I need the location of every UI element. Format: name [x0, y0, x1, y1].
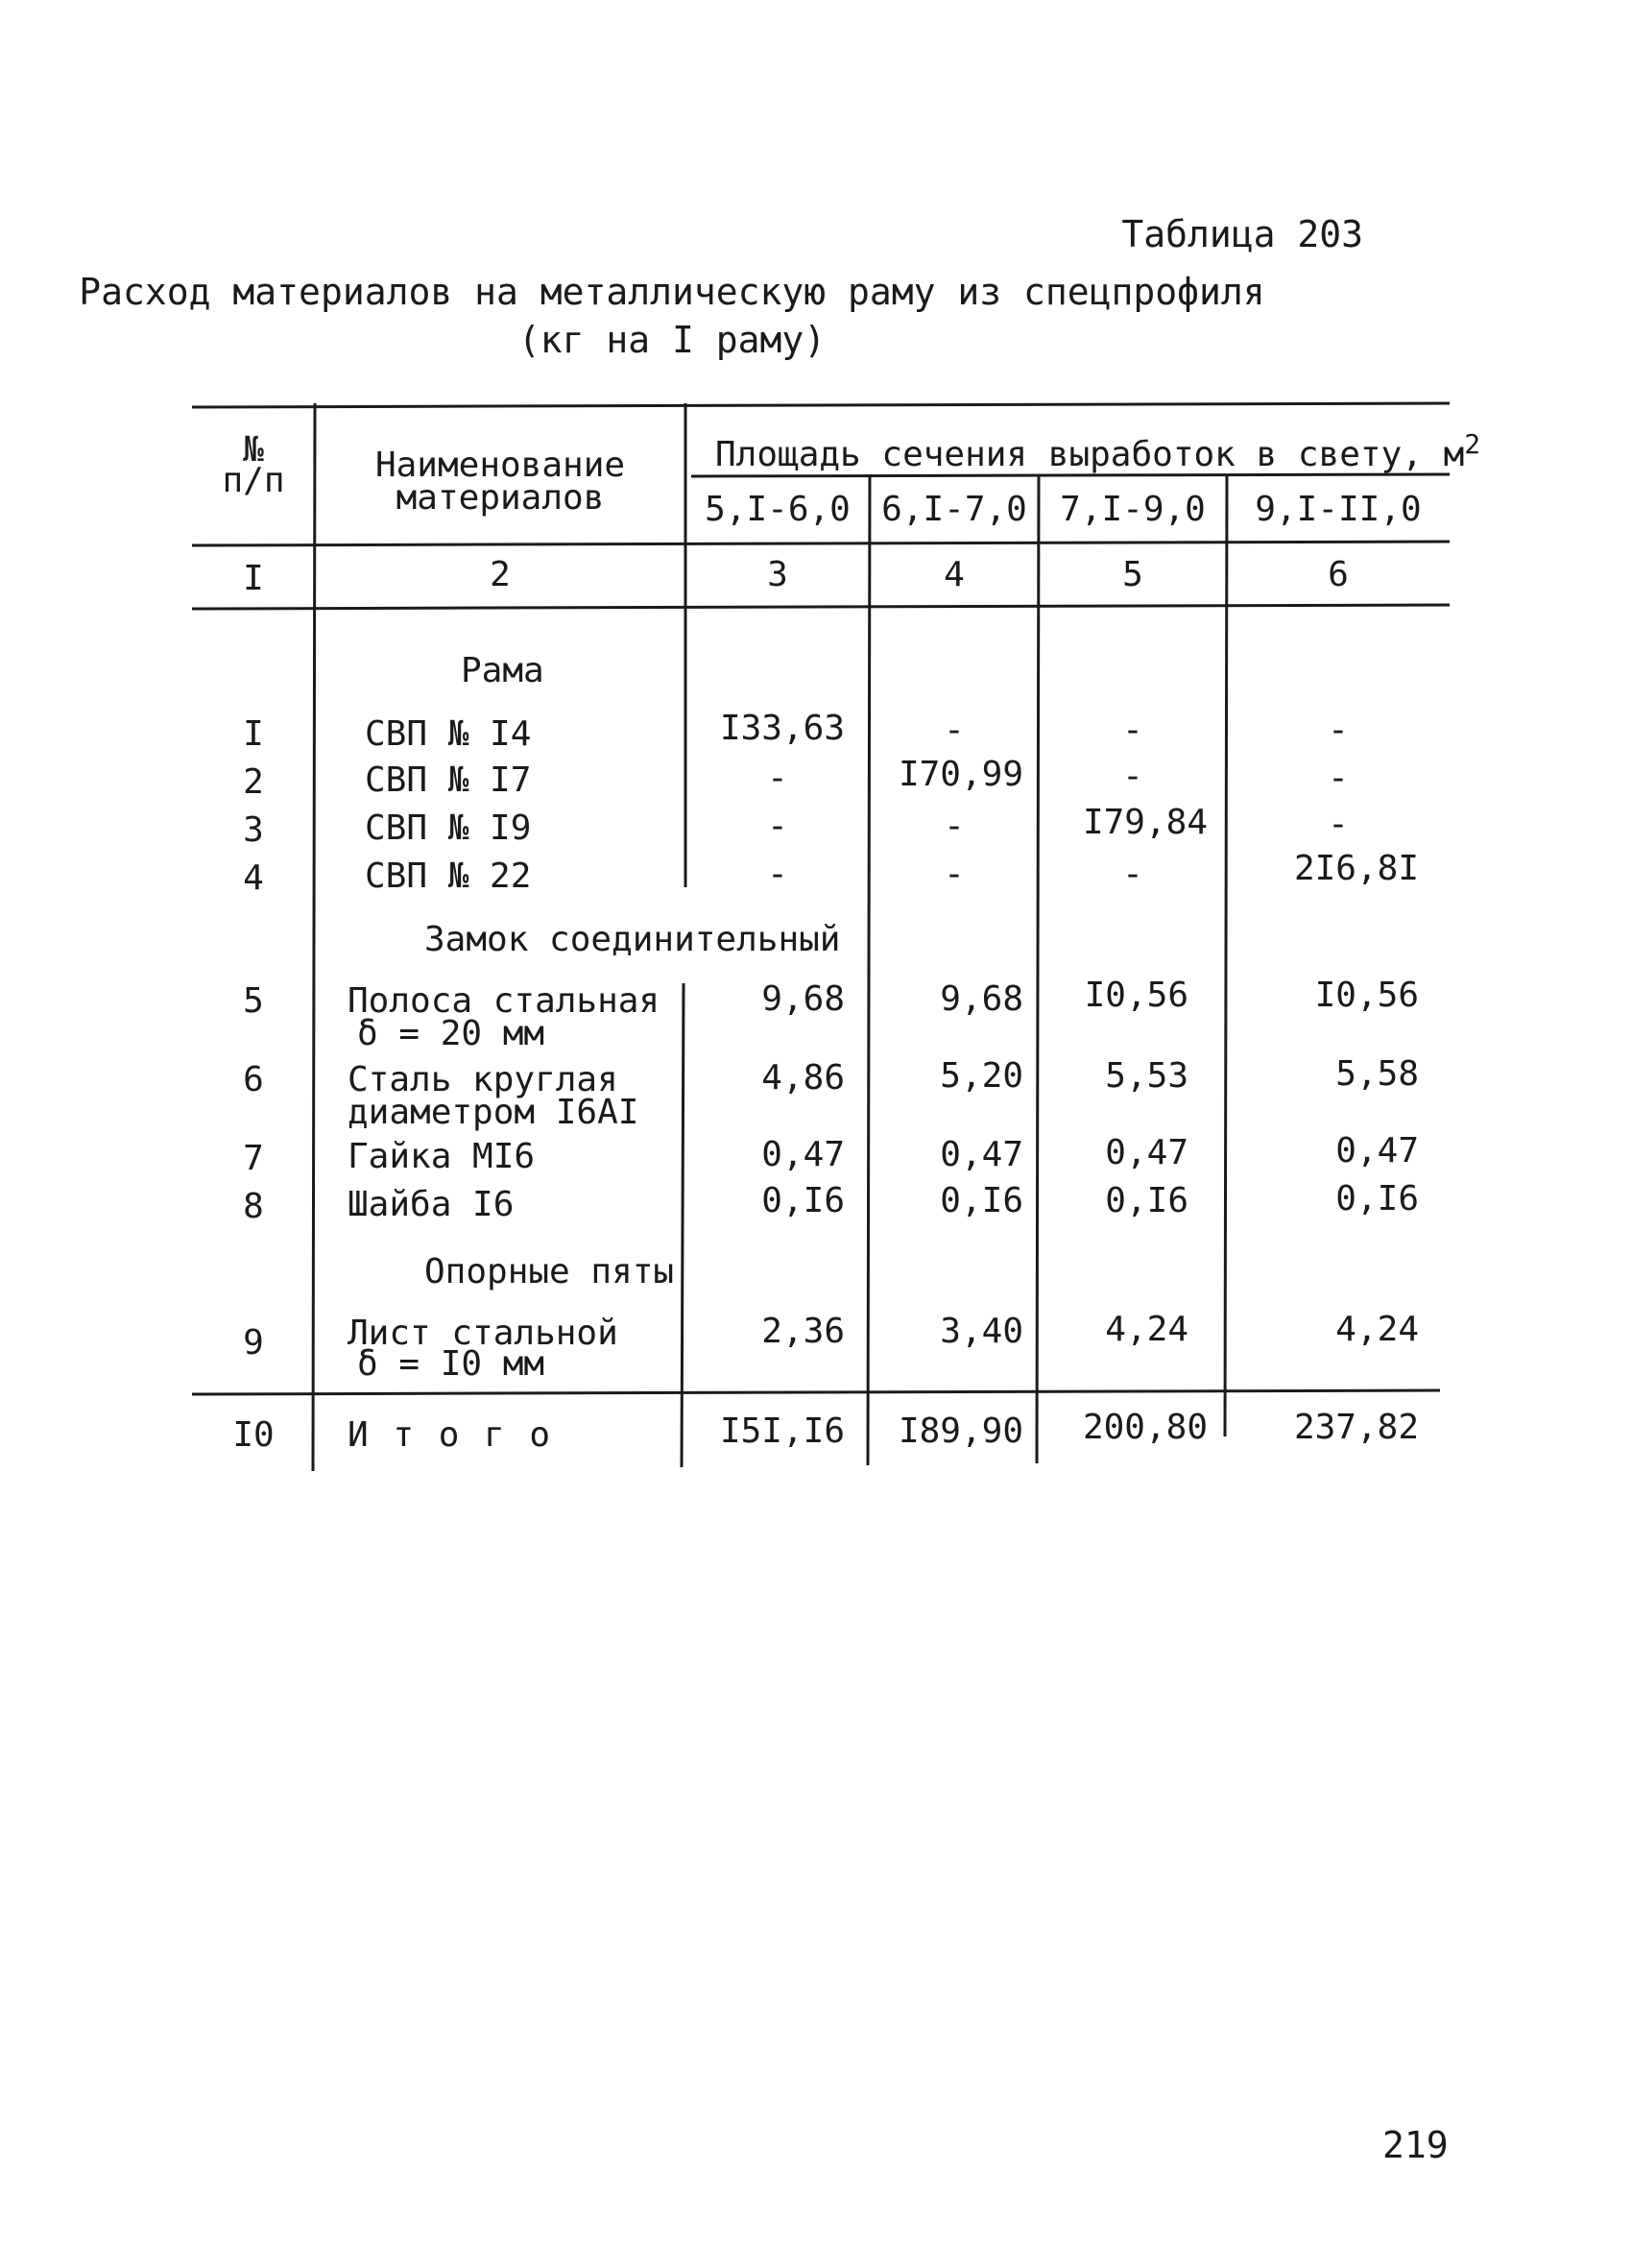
row-value: 0,47 [1335, 1131, 1419, 1170]
total-value: 237,82 [1293, 1408, 1419, 1447]
row-value: 0,I6 [761, 1181, 845, 1220]
total-value: 200,80 [1082, 1408, 1208, 1447]
section-title-supports: Опорные пяты [424, 1252, 675, 1291]
row-number: 3 [243, 810, 264, 850]
row-value: 5,20 [940, 1056, 1023, 1096]
total-number: I0 [232, 1415, 275, 1455]
row-value: I0,56 [1084, 976, 1188, 1015]
rule-top [192, 403, 1450, 407]
row-value: - [1122, 855, 1143, 894]
row-value: - [1328, 759, 1349, 798]
row-value: 0,47 [761, 1135, 845, 1174]
row-value: 2,36 [761, 1312, 845, 1351]
row-number: 2 [243, 762, 264, 802]
column-number: 4 [944, 555, 965, 594]
row-name-line1: Полоса стальная [348, 981, 660, 1021]
unit-superscript: 2 [1464, 428, 1481, 460]
section-title-lock: Замок соединительный [424, 920, 841, 959]
rule-header-bottom [192, 542, 1450, 545]
row-name-line1: Сталь круглая [348, 1060, 618, 1099]
row-value: 0,47 [940, 1135, 1023, 1174]
column-number: 6 [1328, 555, 1349, 594]
row-name-line2: δ = I0 мм [357, 1344, 545, 1384]
row-number: 9 [243, 1323, 264, 1363]
row-value: 2I6,8I [1293, 849, 1419, 888]
row-name: Гайка MI6 [348, 1137, 536, 1176]
header-range: 6,I-7,0 [881, 490, 1027, 529]
total-label: И т о г о [348, 1415, 553, 1455]
row-value: 0,I6 [940, 1181, 1023, 1220]
row-value: 0,I6 [1335, 1179, 1419, 1218]
table-subtitle: (кг на I раму) [517, 319, 827, 361]
row-number: 4 [243, 858, 264, 898]
row-value: - [767, 759, 788, 798]
row-value: - [1328, 805, 1349, 844]
row-name: СВП № I7 [365, 760, 532, 800]
column-number: 5 [1122, 555, 1143, 594]
materials-table [192, 396, 1481, 1481]
section-title-frame: Рама [461, 651, 544, 690]
header-range: 5,I-6,0 [705, 490, 851, 529]
row-value: - [1122, 757, 1143, 796]
row-value: 9,68 [761, 979, 845, 1019]
row-value: - [767, 855, 788, 894]
row-value: I70,99 [898, 755, 1023, 794]
row-name: СВП № 22 [365, 857, 532, 896]
row-value: 3,40 [940, 1312, 1023, 1351]
column-number: 3 [767, 555, 788, 594]
page-number: 219 [1382, 2124, 1449, 2166]
row-value: - [944, 807, 965, 846]
vline-5 [1225, 474, 1227, 1436]
header-no-bottom: п/п [222, 461, 285, 500]
row-name: СВП № I9 [365, 808, 532, 848]
row-name-line2: δ = 20 мм [357, 1014, 545, 1053]
header-no-top: № [243, 430, 264, 470]
row-value: I0,56 [1314, 976, 1419, 1015]
row-value: 0,47 [1105, 1133, 1188, 1172]
row-value: - [1122, 711, 1143, 750]
row-value: - [767, 807, 788, 846]
row-number: I [243, 714, 264, 754]
column-number: 2 [490, 555, 511, 594]
rule-group-header [691, 474, 1450, 476]
rule-total-top [192, 1390, 1440, 1394]
header-name-line1: Наименование [374, 446, 626, 485]
row-name-line2: диаметром I6AI [348, 1093, 639, 1132]
row-value: - [944, 855, 965, 894]
column-number: I [243, 559, 264, 598]
vline-2b [682, 983, 684, 1467]
row-value: I79,84 [1082, 803, 1208, 842]
row-value: 9,68 [940, 979, 1023, 1019]
table-number: Таблица 203 [1121, 213, 1363, 255]
table-title: Расход материалов на металлическую раму из спецпрофиля [79, 271, 1265, 313]
row-number: 6 [243, 1060, 264, 1099]
row-number: 8 [243, 1187, 264, 1226]
total-value: I5I,I6 [719, 1411, 845, 1451]
row-value: 5,53 [1105, 1056, 1188, 1096]
row-value: 4,86 [761, 1058, 845, 1098]
row-number: 5 [243, 981, 264, 1021]
header-name-line2: материалов [396, 478, 605, 518]
header-range: 7,I-9,0 [1060, 490, 1206, 529]
rule-numbers-bottom [192, 605, 1450, 609]
row-value: I33,63 [719, 709, 845, 748]
row-value: - [944, 711, 965, 750]
total-value: I89,90 [898, 1411, 1023, 1451]
row-value: 4,24 [1335, 1310, 1419, 1349]
header-group-label: Площадь сечения выработок в свету, $м^2$ [715, 428, 1481, 474]
row-value: 5,58 [1335, 1054, 1419, 1094]
row-value: - [1328, 711, 1349, 750]
row-name: СВП № I4 [365, 714, 532, 754]
row-name: Шайба I6 [348, 1185, 515, 1224]
row-value: 0,I6 [1105, 1181, 1188, 1220]
row-name-line1: Лист стальной [348, 1314, 618, 1353]
row-number: 7 [243, 1139, 264, 1178]
row-value: 4,24 [1105, 1310, 1188, 1349]
header-range: 9,I-II,0 [1255, 490, 1422, 529]
